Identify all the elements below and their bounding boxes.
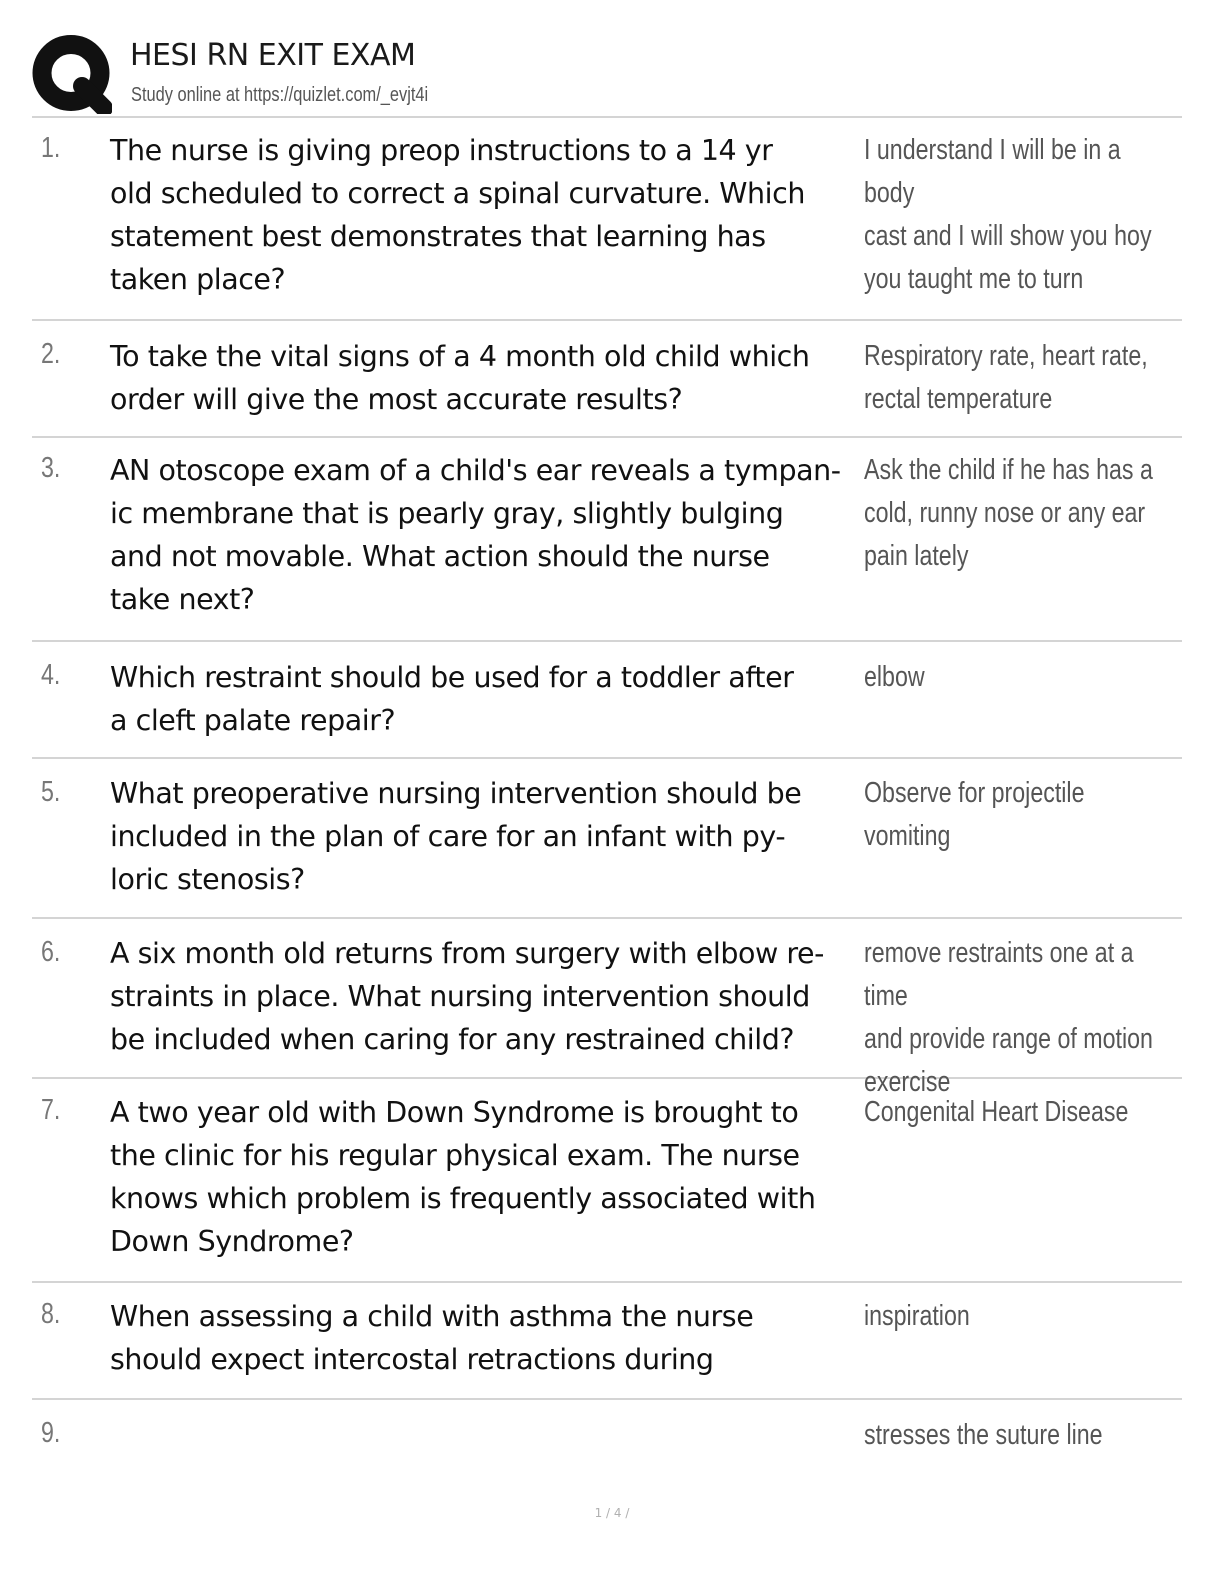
card-definition: Ask the child if he has has a cold, runny nose or any ear pain lately (864, 454, 1153, 572)
page-number: 1 / 4 / (594, 1506, 630, 1520)
card-definition: stresses the suture line (864, 1419, 1103, 1451)
card-number: 4. (41, 659, 61, 691)
card-number: 6. (41, 936, 61, 968)
card-term: Which restraint should be used for a toddler after a cleft palate repair? (110, 661, 794, 737)
card-term: AN otoscope exam of a child's ear reveals a tympan- ic membrane that is pearly gray, slightly bulging and not movable. What action should the nurse take next? (110, 454, 841, 616)
card-number: 5. (41, 776, 61, 808)
card-definition: Observe for projectile vomiting (864, 777, 1085, 852)
flashcard-row (32, 1400, 1182, 1480)
card-term: When assessing a child with asthma the nurse should expect intercostal retractions during (110, 1300, 754, 1376)
card-definition: Respiratory rate, heart rate, rectal temperature (864, 340, 1148, 415)
card-number: 8. (41, 1298, 61, 1330)
card-term: The nurse is giving preop instructions to a 14 yr old scheduled to correct a spinal curvature. Which statement best demonstrates that learning has taken place? (110, 134, 805, 296)
flashcard-row (32, 118, 1182, 321)
card-number: 9. (41, 1417, 61, 1449)
flashcard-row (32, 1283, 1182, 1400)
quizlet-logo-icon (32, 34, 112, 114)
card-definition: inspiration (864, 1300, 970, 1332)
study-online-link[interactable]: Study online at https://quizlet.com/_evjt4i (131, 84, 429, 106)
flashcard-row (32, 321, 1182, 438)
card-definition: Congenital Heart Disease (864, 1096, 1129, 1128)
page-header (32, 30, 1182, 116)
flashcard-row (32, 759, 1182, 919)
card-term: What preoperative nursing intervention should be included in the plan of care for an infant with py- loric stenosis? (110, 777, 802, 896)
flashcard-list (32, 118, 1182, 1480)
flashcard-row (32, 438, 1182, 642)
card-number: 2. (41, 338, 61, 370)
card-definition: remove restraints one at a time and provide range of motion exercise (864, 937, 1153, 1098)
flashcard-row (32, 919, 1182, 1098)
set-title: HESI RN EXIT EXAM (130, 38, 416, 73)
card-term: A two year old with Down Syndrome is brought to the clinic for his regular physical exam. The nurse knows which problem is frequently associated with Down Syndrome? (110, 1096, 816, 1258)
card-term: A six month old returns from surgery with elbow re- straints in place. What nursing intervention should be included when caring for any restrained child? (110, 937, 824, 1056)
card-number: 7. (41, 1094, 61, 1126)
flashcard-row (32, 642, 1182, 759)
card-term: To take the vital signs of a 4 month old child which order will give the most accurate results? (110, 340, 810, 416)
card-number: 3. (41, 452, 61, 484)
card-definition: I understand I will be in a body cast and I will show you hoy you taught me to turn (864, 134, 1152, 295)
card-definition: elbow (864, 661, 925, 693)
card-number: 1. (41, 132, 61, 164)
flashcard-row (32, 1079, 1182, 1283)
